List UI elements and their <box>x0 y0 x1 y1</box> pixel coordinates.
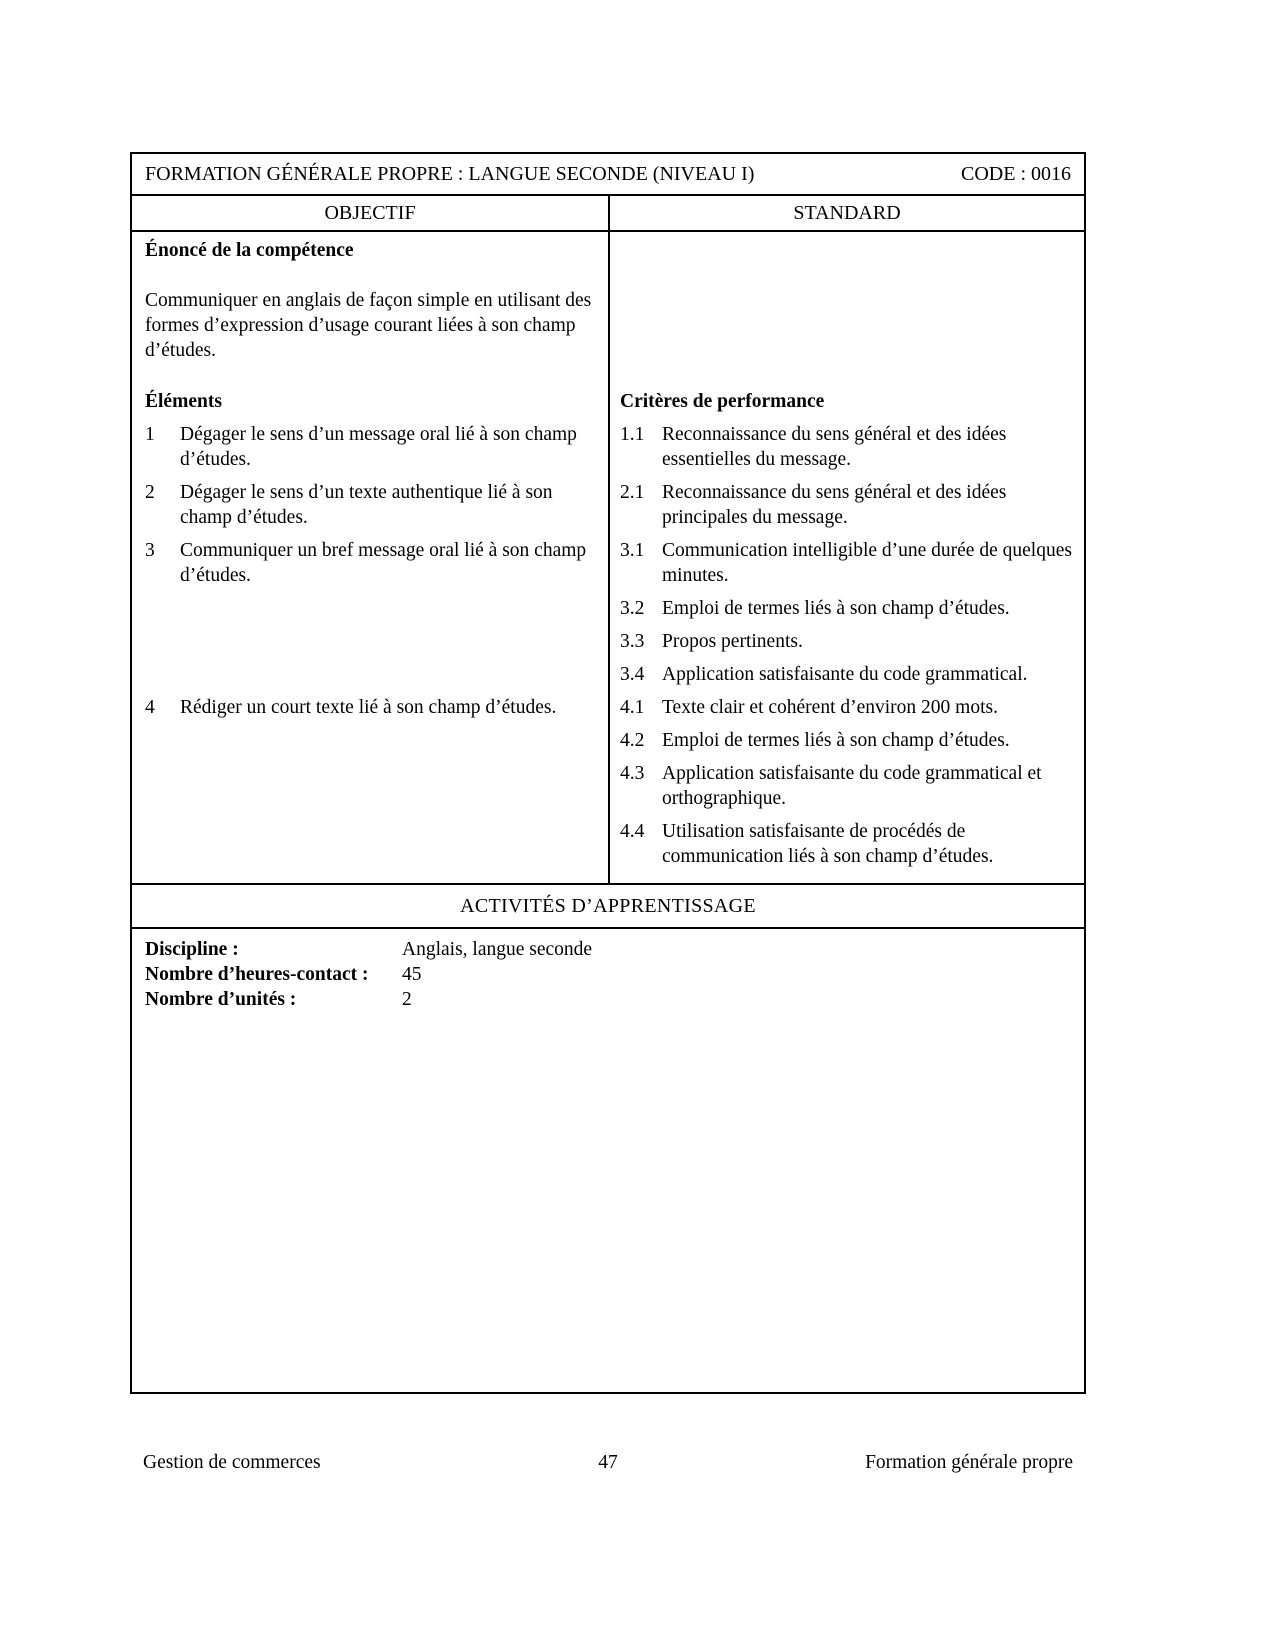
field-label: Nombre d’heures-contact : <box>145 964 369 985</box>
column-header-objectif: OBJECTIF <box>132 196 610 230</box>
criterion-number: 3.4 <box>620 664 645 685</box>
list-item <box>620 819 1072 869</box>
enonce-cell <box>132 232 610 389</box>
element-text: Communiquer un bref message oral lié à son champ d’études. <box>180 540 587 586</box>
criterion-text: Emploi de termes liés à son champ d’études. <box>662 598 1010 619</box>
criterion-text: Texte clair et cohérent d’environ 200 mots. <box>662 697 998 718</box>
field-value: 2 <box>402 989 412 1010</box>
activites-heading-row <box>132 883 1084 929</box>
document-code: CODE : 0016 <box>961 162 1071 185</box>
footer-page-number: 47 <box>598 1452 618 1473</box>
criterion-text: Propos pertinents. <box>662 631 803 652</box>
competency-table <box>130 152 1086 1394</box>
criterion-number: 3.2 <box>620 598 645 619</box>
activites-heading: ACTIVITÉS D’APPRENTISSAGE <box>460 894 756 917</box>
criterion-text: Application satisfaisante du code grammatical et orthographique. <box>662 763 1042 809</box>
criterion-text: Communication intelligible d’une durée de quelques minutes. <box>662 540 1072 586</box>
field-value: 45 <box>402 964 422 985</box>
criterion-text: Reconnaissance du sens général et des idées principales du message. <box>662 482 1007 528</box>
list-item <box>145 422 594 472</box>
element-text: Dégager le sens d’un texte authentique lié à son champ d’études. <box>180 482 553 528</box>
list-item <box>145 538 594 588</box>
element-row-3 <box>132 530 610 687</box>
list-item <box>620 480 1072 530</box>
element-number: 1 <box>145 424 155 445</box>
footer-section: Formation générale propre <box>865 1452 1073 1473</box>
element-row-2 <box>132 472 610 530</box>
list-item <box>620 596 1072 621</box>
element-number: 2 <box>145 482 155 503</box>
list-item <box>620 538 1072 588</box>
list-item <box>620 629 1072 654</box>
criterion-number: 4.2 <box>620 730 645 751</box>
criterion-number: 3.3 <box>620 631 645 652</box>
criteria-group-2 <box>610 472 1084 530</box>
criterion-number: 2.1 <box>620 482 645 503</box>
list-item <box>620 728 1072 753</box>
field-label: Discipline : <box>145 939 239 960</box>
criteres-heading: Critères de performance <box>620 391 825 412</box>
elements-heading: Éléments <box>145 391 222 412</box>
criterion-number: 3.1 <box>620 540 645 561</box>
table-body <box>132 232 1084 883</box>
list-item <box>145 480 594 530</box>
element-number: 4 <box>145 697 155 718</box>
criteria-group-4 <box>610 687 1084 883</box>
field-heures-contact <box>145 962 1071 987</box>
document-title: FORMATION GÉNÉRALE PROPRE : LANGUE SECONDE (NIVEAU I) <box>145 162 755 185</box>
criterion-text: Utilisation satisfaisante de procédés de communication liés à son champ d’études. <box>662 821 994 867</box>
activites-details <box>132 929 1084 1392</box>
list-item <box>145 695 594 720</box>
criteres-heading-cell <box>610 389 1084 414</box>
field-value: Anglais, langue seconde <box>402 939 593 960</box>
element-number: 3 <box>145 540 155 561</box>
criterion-number: 4.1 <box>620 697 645 718</box>
criterion-number: 4.4 <box>620 821 645 842</box>
enonce-text: Communiquer en anglais de façon simple en utilisant des formes d’expression d’usage courant liées à son champ d’études. <box>145 290 592 361</box>
list-item <box>620 662 1072 687</box>
standard-empty-cell <box>610 232 1084 389</box>
elements-heading-cell <box>132 389 610 414</box>
element-row-1 <box>132 414 610 472</box>
criterion-text: Reconnaissance du sens général et des idées essentielles du message. <box>662 424 1007 470</box>
column-header-row <box>132 196 1084 232</box>
field-unites <box>145 987 1071 1012</box>
enonce-heading: Énoncé de la compétence <box>145 240 354 261</box>
table-header-row <box>132 154 1084 196</box>
field-discipline <box>145 937 1071 962</box>
page-footer <box>130 1450 1086 1475</box>
list-item <box>620 422 1072 472</box>
element-row-4 <box>132 687 610 883</box>
criterion-text: Application satisfaisante du code grammatical. <box>662 664 1028 685</box>
criteria-group-3 <box>610 530 1084 687</box>
footer-program: Gestion de commerces <box>143 1452 321 1473</box>
criterion-text: Emploi de termes liés à son champ d’études. <box>662 730 1010 751</box>
element-text: Rédiger un court texte lié à son champ d’études. <box>180 697 557 718</box>
element-text: Dégager le sens d’un message oral lié à son champ d’études. <box>180 424 577 470</box>
criterion-number: 4.3 <box>620 763 645 784</box>
list-item <box>620 695 1072 720</box>
criteria-group-1 <box>610 414 1084 472</box>
column-header-standard: STANDARD <box>793 201 901 224</box>
field-label: Nombre d’unités : <box>145 989 297 1010</box>
criterion-number: 1.1 <box>620 424 645 445</box>
list-item <box>620 761 1072 811</box>
